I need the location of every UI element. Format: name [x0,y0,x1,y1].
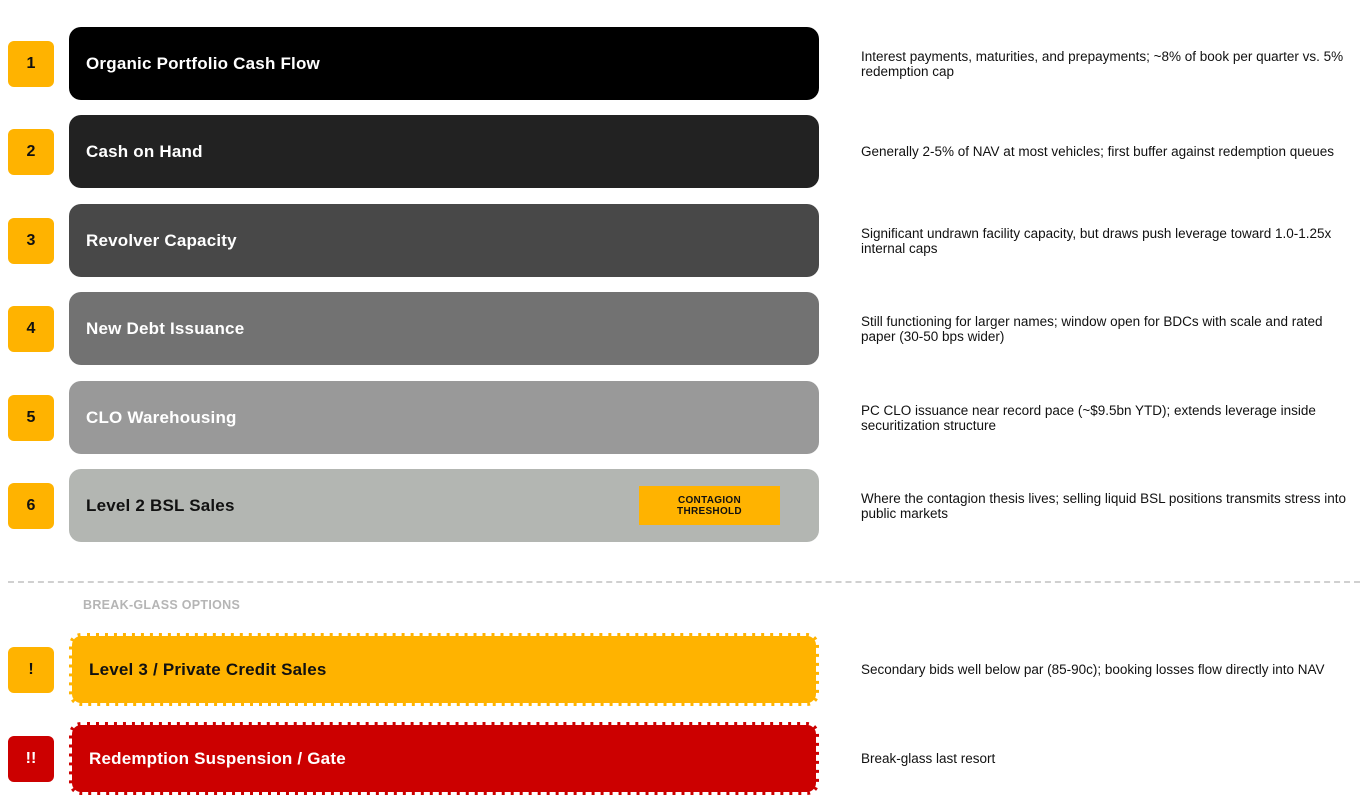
step-bar [69,27,819,100]
step-bar [69,469,819,542]
step-label: Organic Portfolio Cash Flow [86,53,320,73]
warning-badge: ! [8,647,54,693]
step-description: Where the contagion thesis lives; selling liquid BSL positions transmits stress into public markets [861,490,1346,521]
step-bar [69,115,819,188]
step-bar [69,381,819,454]
break-glass-item-1 [0,633,1366,707]
ladder-step-2 [0,115,1366,189]
break-glass-description: Break-glass last resort [861,751,996,766]
ladder-step-3 [0,204,1366,278]
break-glass-section-label: BREAK-GLASS OPTIONS [83,598,241,612]
alert-badge: !! [8,736,54,782]
contagion-threshold-tag [639,486,780,525]
break-glass-bar [69,722,819,795]
tag-line-1: CONTAGION [677,494,742,506]
break-glass-item-2 [0,722,1366,796]
break-glass-description: Secondary bids well below par (85-90c); booking losses flow directly into NAV [861,662,1325,677]
step-number-badge: 5 [8,395,54,441]
step-description: PC CLO issuance near record pace (~$9.5bn YTD); extends leverage inside securitization structure [861,402,1316,433]
step-bar [69,292,819,365]
step-number-badge: 3 [8,218,54,264]
step-description: Significant undrawn facility capacity, but draws push leverage toward 1.0-1.25x internal caps [861,225,1332,256]
break-glass-label: Redemption Suspension / Gate [89,748,346,768]
tag-line-2: THRESHOLD [677,505,742,517]
step-label: Cash on Hand [86,141,203,161]
break-glass-label: Level 3 / Private Credit Sales [89,659,327,679]
step-description: Still functioning for larger names; window open for BDCs with scale and rated paper (30-50 bps wider) [861,313,1323,344]
step-description: Interest payments, maturities, and prepayments; ~8% of book per quarter vs. 5% redemption cap [861,48,1344,79]
ladder-step-5 [0,381,1366,455]
step-number-badge: 1 [8,41,54,87]
step-description: Generally 2-5% of NAV at most vehicles; first buffer against redemption queues [861,144,1334,159]
ladder-step-4 [0,292,1366,366]
step-number-badge: 4 [8,306,54,352]
step-bar [69,204,819,277]
step-label: CLO Warehousing [86,407,237,427]
ladder-step-1 [0,27,1366,101]
step-number-badge: 6 [8,483,54,529]
step-label: New Debt Issuance [86,318,245,338]
section-divider [8,581,1360,583]
ladder-step-6 [0,469,1366,543]
step-label: Revolver Capacity [86,230,237,250]
step-number-badge: 2 [8,129,54,175]
step-label: Level 2 BSL Sales [86,495,235,515]
break-glass-bar [69,633,819,706]
